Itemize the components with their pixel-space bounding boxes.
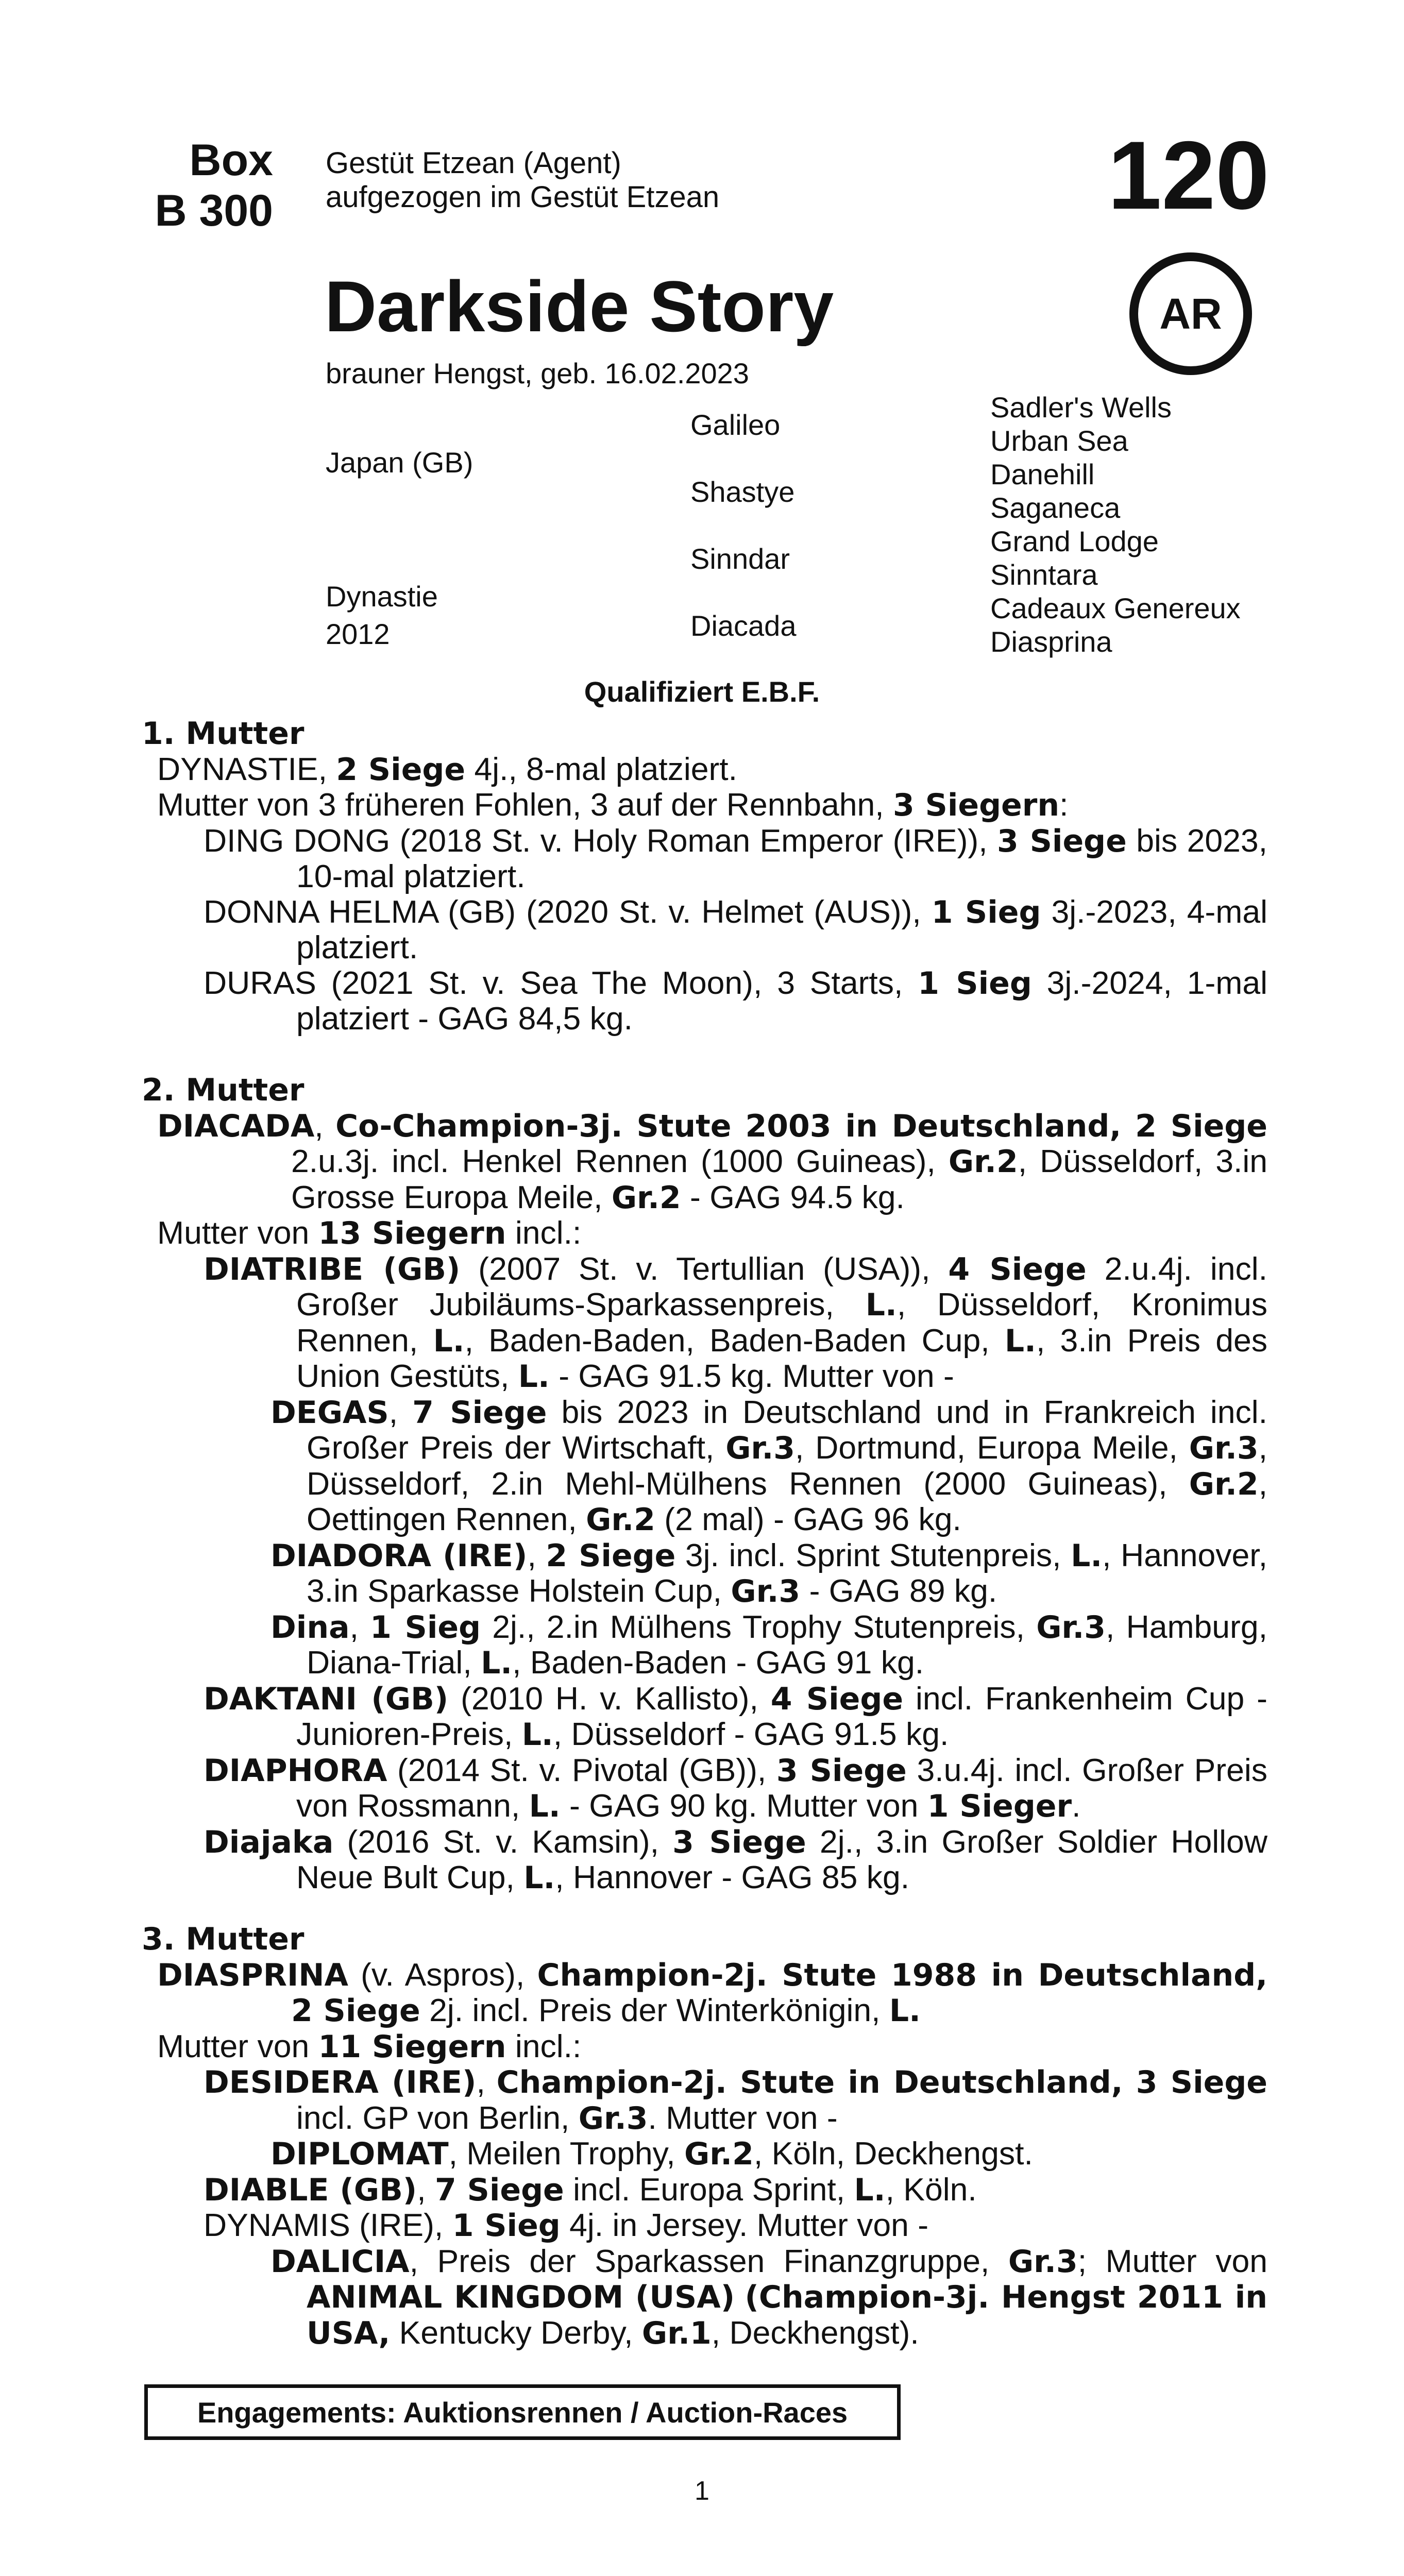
record-text: 2.u.3j. incl. Henkel Rennen (1000 Guineas),: [291, 1143, 936, 1179]
offspring-wins: 1 Sieg: [452, 2208, 561, 2244]
second-dam-name: DIACADA: [157, 1108, 315, 1144]
offspring-entry: [142, 965, 1267, 1037]
listed: L.: [433, 1323, 465, 1359]
record-text: - GAG 91.5 kg. Mutter von -: [559, 1358, 954, 1394]
listed: L.: [854, 2172, 886, 2208]
first-dam-name: DYNASTIE: [157, 751, 318, 787]
offspring-name: DALICIA: [270, 2243, 410, 2280]
record-text: , Hannover - GAG 85 kg.: [555, 1859, 910, 1895]
record-text: 2j., 2.in Mülhens Trophy Stutenpreis,: [492, 1608, 1025, 1645]
grade: Gr.2: [684, 2136, 754, 2172]
offspring-info: (2021 St. v. Sea The Moon), 3 Starts,: [331, 964, 903, 1001]
pedigree-gen3-item: Danehill: [990, 458, 1095, 490]
record-text: (2 mal) - GAG 96 kg.: [664, 1501, 961, 1537]
offspring-wins: 3 Siege: [776, 1752, 907, 1789]
listed: L.: [865, 1287, 897, 1323]
second-dam-produce: [142, 1215, 1267, 1251]
third-dam-heading: 3. Mutter: [142, 1921, 305, 1957]
offspring-wins: 2 Siege: [546, 1537, 676, 1574]
record-text: , 3.in Preis des Union Gestüts,: [296, 1322, 1267, 1394]
record-text: , Baden-Baden - GAG 91 kg.: [512, 1645, 924, 1681]
offspring-name: DAKTANI (GB): [204, 1681, 449, 1717]
offspring-entry: [142, 894, 1267, 965]
first-dam-section: [142, 716, 1267, 1037]
record-text: .: [1072, 1788, 1081, 1824]
pedigree-gen3-item: Saganeca: [990, 492, 1121, 524]
offspring-entry: DESIDERA (IRE), Champion-2j. Stute in Deutschland, 3 Siege incl. GP von Berlin, Gr.3. Mutter von -: [204, 2064, 1267, 2137]
third-dam-info: (v. Aspros),: [361, 1956, 525, 1993]
lot-number: 120: [1108, 121, 1270, 229]
produce-winners: 11 Siegern: [318, 2028, 506, 2065]
record-text: , Düsseldorf, Kronimus Rennen,: [296, 1286, 1268, 1359]
offspring-name: Diajaka: [204, 1824, 334, 1860]
offspring-record: bis 2023, 10-mal platziert.: [296, 822, 1267, 894]
offspring-title: (Champion-3j. Hengst 2011 in USA,: [307, 2279, 1267, 2351]
ar-badge: AR: [1129, 252, 1252, 375]
offspring-wins: 7 Siege: [412, 1394, 547, 1431]
record-text: 2j. incl. Preis der Winterkönigin,: [429, 1992, 881, 2028]
record-text: , Baden-Baden, Baden-Baden Cup,: [464, 1322, 990, 1359]
third-dam-section: [142, 1922, 1267, 2351]
second-dam-line: DIACADA, Co-Champion-3j. Stute 2003 in Deutschland, 2 Siege 2.u.3j. incl. Henkel Rennen (1000 Guineas), Gr.2, Düsseldorf, 3.in Grosse Europa Meile, Gr.2 - GAG 94.5 kg.: [157, 1107, 1267, 1216]
offspring-name: DIABLE (GB): [204, 2172, 417, 2208]
record-text: 2j., 3.in Großer Soldier Hollow Neue Bult Cup,: [296, 1823, 1267, 1895]
record-text: incl. Frankenheim Cup - Junioren-Preis,: [296, 1680, 1267, 1752]
record-text: , Düsseldorf, 2.in Mehl-Mülhens Rennen (2000 Guineas),: [307, 1430, 1267, 1502]
pedigree-gen2-item: Sinndar: [690, 543, 790, 575]
produce-intro: Mutter von 3 früheren Fohlen, 3 auf der Rennbahn,: [157, 787, 884, 823]
record-text: , Düsseldorf - GAG 91.5 kg.: [553, 1716, 949, 1752]
pedigree-gen3-item: Grand Lodge: [990, 525, 1159, 557]
offspring-entry: [142, 2208, 1267, 2244]
box-code: B 300: [155, 186, 273, 235]
grade: Gr.2: [1189, 1466, 1259, 1502]
record-text: 2.u.4j. incl. Großer Jubiläums-Sparkassenpreis,: [296, 1250, 1267, 1323]
engagements-box: Engagements: Auktionsrennen / Auction-Races: [144, 2384, 901, 2440]
record-text: , Hannover, 3.in Sparkasse Holstein Cup,: [307, 1537, 1267, 1609]
grade: Gr.1: [641, 2315, 712, 2351]
offspring-name: DING DONG: [204, 822, 391, 859]
offspring-name: DESIDERA (IRE): [204, 2064, 477, 2100]
offspring-name: DIPLOMAT: [270, 2136, 449, 2172]
box-number: [124, 135, 273, 236]
listed: L.: [481, 1645, 513, 1681]
pedigree-gen3-item: Urban Sea: [990, 425, 1128, 457]
offspring-name: Dina: [270, 1609, 350, 1646]
offspring-title: Champion-2j. Stute in Deutschland, 3 Siege: [496, 2064, 1267, 2100]
offspring-record: 3j.-2024, 1-mal platziert - GAG 84,5 kg.: [296, 964, 1267, 1037]
first-dam-line: DYNASTIE, 2 Siege 4j., 8-mal platziert.: [157, 751, 738, 788]
record-text: Kentucky Derby,: [399, 2314, 633, 2351]
third-dam-title: Champion-2j. Stute 1988 in Deutschland, 2 Siege: [291, 1957, 1267, 2029]
pedigree-gen2-item: Diacada: [690, 609, 797, 642]
record-text: , Deckhengst).: [711, 2314, 919, 2351]
offspring-entry: [142, 823, 1267, 894]
listed: L.: [1071, 1537, 1103, 1574]
grade: Gr.2: [611, 1179, 681, 1216]
offspring-wins: 1 Sieg: [918, 965, 1032, 1002]
pedigree-gen3-item: Diasprina: [990, 625, 1112, 658]
produce-suffix: incl.:: [515, 1215, 582, 1251]
record-text: ; Mutter von: [1077, 2243, 1267, 2279]
grade: Gr.3: [578, 2100, 648, 2137]
offspring-info: (2018 St. v. Holy Roman Emperor (IRE)),: [399, 822, 988, 859]
pedigree-sire: Japan (GB): [326, 446, 473, 479]
listed: L.: [523, 1860, 555, 1896]
offspring-info: (2016 St. v. Kamsin),: [347, 1823, 659, 1860]
produce-winners: 1 Sieger: [927, 1788, 1072, 1824]
offspring-wins: 3 Siege: [672, 1824, 806, 1860]
record-text: , Preis der Sparkassen Finanzgruppe,: [409, 2243, 990, 2279]
record-text: , Köln, Deckhengst.: [753, 2136, 1033, 2172]
horse-description: brauner Hengst, geb. 16.02.2023: [326, 357, 749, 389]
listed: L.: [1004, 1323, 1036, 1359]
record-text: - GAG 89 kg.: [809, 1573, 997, 1609]
record-text: , Oettingen Rennen,: [307, 1465, 1267, 1537]
grand-offspring-entry: Dina, 1 Sieg 2j., 2.in Mülhens Trophy Stutenpreis, Gr.3, Hamburg, Diana-Trial, L., Baden-Baden - GAG 91 kg.: [270, 1608, 1267, 1681]
pedigree-gen2-item: Galileo: [690, 409, 781, 441]
grade: Gr.3: [1008, 2243, 1078, 2280]
breeder-line: aufgezogen im Gestüt Etzean: [326, 180, 720, 214]
record-text: - GAG 90 kg. Mutter von: [569, 1788, 919, 1824]
offspring-name: ANIMAL KINGDOM (USA): [307, 2279, 735, 2315]
listed: L.: [529, 1788, 561, 1824]
record-text: , Meilen Trophy,: [448, 2136, 675, 2172]
produce-suffix: incl.:: [515, 2028, 582, 2064]
offspring-entry: [142, 1824, 1267, 1896]
offspring-name: DIATRIBE (GB): [204, 1251, 461, 1287]
pedigree-dam-year: 2012: [326, 618, 390, 650]
offspring-info: (2010 H. v. Kallisto),: [461, 1680, 758, 1717]
grade: Gr.2: [586, 1502, 655, 1538]
third-dam-produce: [142, 2029, 1267, 2065]
offspring-name: DEGAS: [270, 1394, 389, 1431]
record-text: - GAG 94.5 kg.: [690, 1179, 905, 1215]
listed: L.: [889, 1993, 921, 2029]
record-text: bis 2023 in Deutschland und in Frankreich incl. Großer Preis der Wirtschaft,: [307, 1394, 1267, 1466]
offspring-wins: 4 Siege: [948, 1251, 1087, 1287]
offspring-name: DIAPHORA: [204, 1752, 387, 1789]
horse-name: Darkside Story: [325, 266, 834, 347]
offspring-name: DONNA HELMA (GB): [204, 893, 516, 930]
grand-offspring-entry: DIADORA (IRE), 2 Siege 3j. incl. Sprint Stutenpreis, L., Hannover, 3.in Sparkasse Holstein Cup, Gr.3 - GAG 89 kg.: [270, 1537, 1267, 1609]
produce-winners: 3 Siegern: [893, 787, 1060, 823]
offspring-entry: [142, 1753, 1267, 1824]
produce-intro: Mutter von: [157, 1215, 310, 1251]
offspring-wins: 1 Sieg: [370, 1609, 481, 1646]
pedigree-dam: Dynastie: [326, 580, 438, 613]
offspring-info: (2007 St. v. Tertullian (USA)),: [478, 1250, 931, 1287]
third-dam-line: [142, 1957, 1267, 2029]
box-label: Box: [189, 135, 273, 185]
listed: L.: [518, 1359, 550, 1395]
record-text: 3.u.4j. incl. Großer Preis von Rossmann,: [296, 1752, 1267, 1824]
offspring-wins: 1 Sieg: [931, 894, 1041, 930]
grand-offspring-entry: [142, 2244, 1267, 2351]
record-text: incl. Europa Sprint,: [573, 2171, 845, 2208]
offspring-name: DIADORA (IRE): [270, 1537, 528, 1574]
produce-intro: Mutter von: [157, 2028, 310, 2064]
produce-winners: 13 Siegern: [318, 1215, 506, 1251]
record-text: , Hamburg, Diana-Trial,: [307, 1608, 1267, 1681]
first-dam-record: 4j., 8-mal platziert.: [474, 751, 738, 787]
record-text: incl. GP von Berlin,: [296, 2099, 570, 2136]
offspring-name: DYNAMIS (IRE),: [204, 2207, 444, 2243]
second-dam-heading: 2. Mutter: [142, 1072, 305, 1108]
offspring-name: DURAS: [204, 964, 316, 1001]
grade: Gr.3: [1189, 1430, 1259, 1466]
grade: Gr.3: [725, 1430, 796, 1466]
third-dam-name: DIASPRINA: [157, 1957, 348, 1993]
seller-agent: Gestüt Etzean (Agent): [326, 146, 621, 180]
grade: Gr.3: [1036, 1609, 1106, 1646]
offspring-wins: 7 Siege: [434, 2172, 564, 2208]
record-text: , Köln.: [885, 2171, 977, 2208]
offspring-entry: [142, 1681, 1267, 1753]
offspring-entry: [142, 1251, 1267, 1395]
record-text: 3j. incl. Sprint Stutenpreis,: [685, 1537, 1061, 1573]
pedigree-gen3-item: Sadler's Wells: [990, 391, 1172, 423]
pedigree-gen2-item: Shastye: [690, 476, 795, 508]
first-dam-heading: 1. Mutter: [142, 716, 305, 752]
seller-info: [326, 146, 719, 214]
first-dam-wins: 2 Siege: [336, 751, 466, 788]
record-text: . Mutter von -: [648, 2099, 838, 2136]
record-text: 4j. in Jersey. Mutter von -: [569, 2207, 929, 2243]
listed: L.: [521, 1717, 553, 1753]
offspring-wins: 3 Siege: [997, 823, 1127, 859]
pedigree-gen3-item: Sinntara: [990, 558, 1098, 591]
pedigree-gen3-item: Cadeaux Genereux: [990, 592, 1241, 624]
offspring-info: (2020 St. v. Helmet (AUS)),: [526, 893, 921, 930]
offspring-info: (2014 St. v. Pivotal (GB)),: [397, 1752, 767, 1788]
grade: Gr.3: [731, 1573, 801, 1609]
first-dam-produce: Mutter von 3 früheren Fohlen, 3 auf der Rennbahn, 3 Siegern:: [157, 787, 1069, 823]
grade: Gr.2: [948, 1144, 1018, 1180]
record-text: , Dortmund, Europa Meile,: [795, 1430, 1178, 1466]
second-dam-section: [142, 1073, 1267, 1896]
grand-offspring-entry: DEGAS, 7 Siege bis 2023 in Deutschland und in Frankreich incl. Großer Preis der Wirtschaft, Gr.3, Dortmund, Europa Meile, Gr.3, Düsseldorf, 2.in Mehl-Mülhens Rennen (2000 Guineas), Gr.2, Oettingen Rennen, Gr.2 (2 mal) - GAG 96 kg.: [270, 1394, 1267, 1538]
qualification: Qualifiziert E.B.F.: [584, 675, 820, 708]
grand-offspring-entry: [142, 2136, 1267, 2172]
offspring-record: 3j.-2023, 4-mal platziert.: [296, 893, 1267, 965]
page-number: 1: [695, 2476, 709, 2506]
record-text: , Düsseldorf, 3.in Grosse Europa Meile,: [291, 1143, 1267, 1215]
offspring-wins: 4 Siege: [770, 1681, 904, 1717]
offspring-entry: DIABLE (GB), 7 Siege incl. Europa Sprint, L., Köln.: [204, 2171, 977, 2208]
second-dam-title: Co-Champion-3j. Stute 2003 in Deutschland, 2 Siege: [335, 1108, 1267, 1144]
